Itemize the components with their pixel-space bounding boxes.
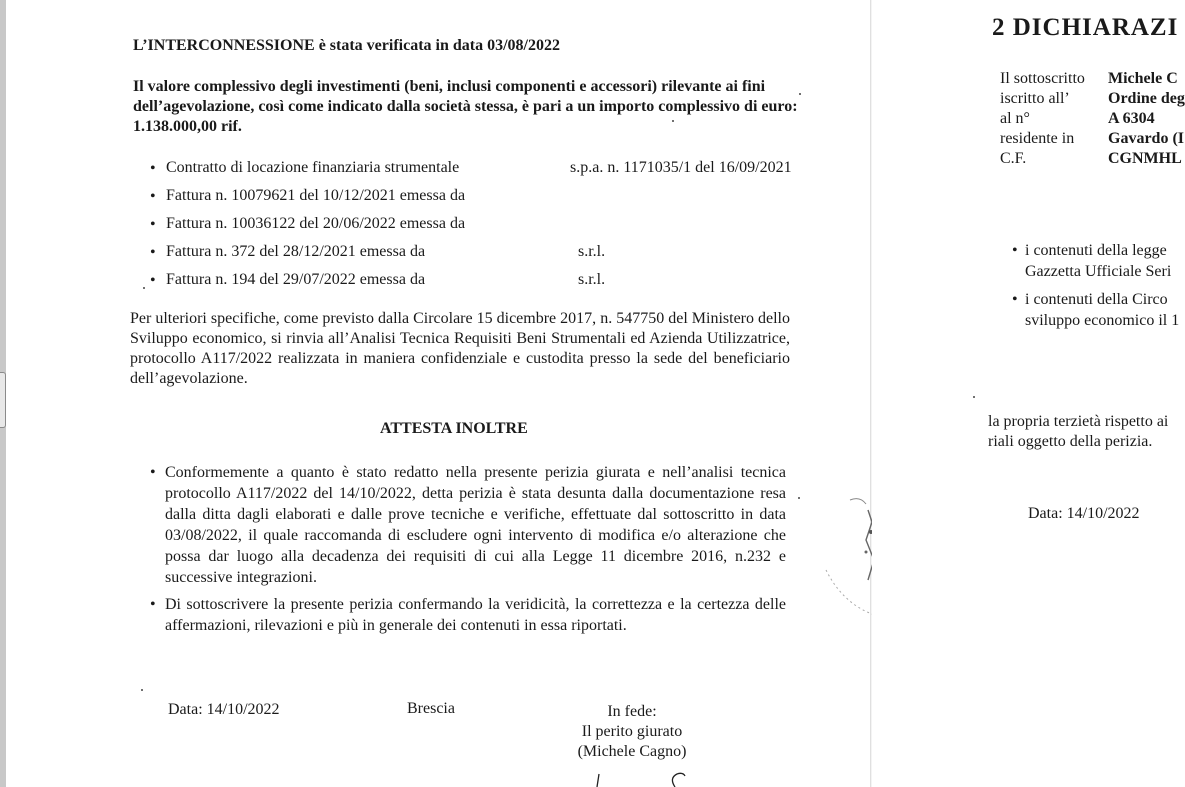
list-item-text: Conformemente a quanto è stato redatto nella presente perizia giurata e nell’analisi tecnica protocollo A117/2022 del 14/10/2022, detta perizia è stata desunta dalla documentazione resa dalla ditta dagli elaborati e dalle prove tecniche e verifiche, effettuate dal sottoscritto in data 03/08/2022, il quale raccomanda di escludere ogni intervento di modifica e/o alterazione che possa dar luogo alla decadenza dei requisiti di cui alla Legge 11 dicembre 2016, n.232 e successive integrazioni.	[165, 464, 786, 586]
field-label: Il sottoscritto	[1000, 70, 1085, 87]
list-item-text: Di sottoscrivere la presente perizia confermando la veridicità, la correttezza e la certezza delle affermazioni, rilevazioni e più in generale dei contenuti in essa riportati.	[165, 596, 786, 634]
bullet-icon: •	[150, 216, 156, 233]
field-value: A 6304	[1108, 110, 1155, 127]
list-item	[150, 462, 786, 588]
list-item	[1012, 240, 1179, 282]
signature-city: Brescia	[407, 700, 455, 717]
field-value: Ordine deg	[1108, 90, 1185, 107]
paragraph-line: la propria terzietà rispetto ai	[988, 413, 1169, 430]
field-label: C.F.	[1000, 150, 1027, 167]
signature-line: (Michele Cagno)	[577, 743, 687, 760]
attesta-list	[150, 462, 786, 642]
declaration-list	[1012, 240, 1179, 338]
bullet-icon: •	[150, 596, 156, 613]
list-item-text: Fattura n. 194 del 29/07/2022 emessa da	[166, 271, 426, 288]
list-item-text: Fattura n. 10036122 del 20/06/2022 emessa da	[166, 215, 466, 232]
list-item-text: sviluppo economico il 1	[1025, 312, 1180, 329]
list-item-reference: s.p.a. n. 1171035/1 del 16/09/2021	[570, 159, 792, 176]
field-label: residente in	[1000, 130, 1075, 147]
list-item-text: Fattura n. 10079621 del 10/12/2021 emessa da	[166, 187, 466, 204]
scan-speck	[672, 120, 674, 122]
handwritten-signature	[585, 770, 695, 787]
scan-speck	[799, 93, 801, 95]
interconnection-heading: L’INTERCONNESSIONE è stata verificata in data 03/08/2022	[133, 37, 560, 54]
specifiche-paragraph: Per ulteriori specifiche, come previsto dalla Circolare 15 dicembre 2017, n. 547750 del Ministero dello Sviluppo economico, si rinvia all’Analisi Tecnica Requisiti Beni Strumentali ed Azienda Utilizzatrice, protocollo A117/2022 realizzata in maniera confidenziale e custodita presso la sede del beneficiario dell’agevolazione.	[130, 310, 790, 387]
right-page-date: Data: 14/10/2022	[1028, 505, 1140, 522]
list-item-text: i contenuti della legge	[1025, 242, 1167, 259]
bullet-icon: •	[150, 244, 156, 261]
signature-line: Il perito giurato	[581, 723, 683, 740]
attesta-heading: ATTESTA INOLTRE	[380, 420, 528, 437]
list-item-text: i contenuti della Circo	[1025, 291, 1168, 308]
field-label: al n°	[1000, 110, 1030, 127]
field-value: Gavardo (I	[1108, 130, 1184, 147]
bullet-icon: •	[1012, 242, 1018, 259]
section-title: 2 DICHIARAZI	[992, 14, 1179, 41]
scan-speck	[973, 396, 975, 398]
list-item-reference: s.r.l.	[578, 271, 606, 288]
bullet-icon: •	[150, 160, 156, 177]
bullet-icon: •	[150, 272, 156, 289]
signature-line: In fede:	[607, 703, 657, 720]
scan-speck	[141, 689, 143, 691]
list-item-text: Fattura n. 372 del 28/12/2021 emessa da	[166, 243, 426, 260]
field-value: Michele C	[1108, 70, 1178, 87]
list-item-text: Gazzetta Ufficiale Seri	[1025, 263, 1172, 280]
list-item-text: Contratto di locazione finanziaria strumentale	[166, 159, 460, 176]
paragraph-line: riali oggetto della perizia.	[988, 433, 1153, 450]
scan-speck	[143, 287, 145, 289]
signature-date: Data: 14/10/2022	[168, 701, 280, 718]
bullet-icon: •	[150, 464, 156, 481]
signature-block	[572, 702, 692, 762]
bullet-icon: •	[1012, 291, 1018, 308]
terzieta-paragraph	[988, 412, 1168, 452]
list-item	[1012, 289, 1179, 331]
list-item	[150, 594, 786, 636]
scan-speck	[798, 497, 800, 499]
investment-paragraph: Il valore complessivo degli investimenti (beni, inclusi componenti e accessori) rilevante ai fini dell’agevolazione, così come indicato dalla società stessa, è pari a un importo complessivo di euro: 1.138.000,00 rif.	[133, 78, 798, 135]
document-page-right	[872, 0, 1185, 787]
field-value: CGNMHL	[1108, 150, 1182, 167]
list-item-reference: s.r.l.	[578, 243, 606, 260]
bullet-icon: •	[150, 188, 156, 205]
field-label: iscritto all’	[1000, 90, 1070, 107]
